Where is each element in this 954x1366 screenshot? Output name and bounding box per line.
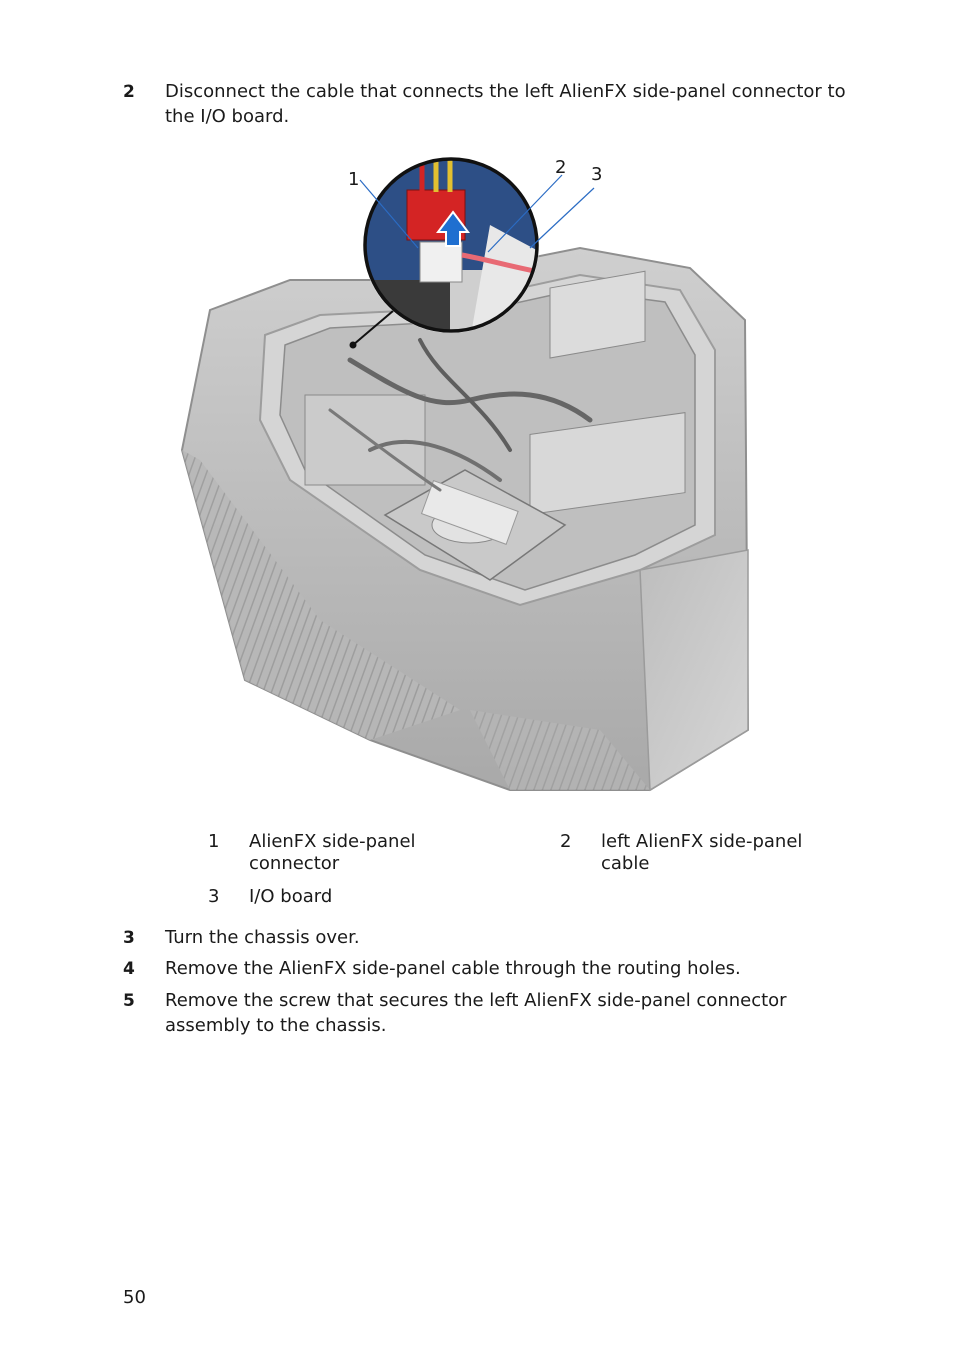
step-text: Remove the AlienFX side-panel cable through the routing holes. <box>165 958 741 979</box>
step-text: Turn the chassis over. <box>165 927 360 948</box>
callout-number: 3 <box>208 886 220 907</box>
callout-number: 1 <box>208 831 220 852</box>
step-text: Disconnect the cable that connects the left AlienFX side-panel connector to the I/O board. <box>165 81 846 127</box>
step-number: 4 <box>123 959 135 979</box>
figure-label-1: 1 <box>348 169 360 190</box>
callout-label: left AlienFX side-panel cable <box>601 831 803 874</box>
callout-label: AlienFX side-panel connector <box>249 831 416 874</box>
figure-label-3: 3 <box>591 164 603 185</box>
callout-number: 2 <box>560 831 572 852</box>
chassis-illustration <box>170 150 780 800</box>
step-number: 3 <box>123 928 135 948</box>
step-text: Remove the screw that secures the left AlienFX side-panel connector assembly to the chassis. <box>165 990 787 1036</box>
page-number: 50 <box>123 1287 146 1308</box>
step-number: 5 <box>123 991 135 1011</box>
figure-label-2: 2 <box>555 157 567 178</box>
step-number: 2 <box>123 82 135 102</box>
callout-label: I/O board <box>249 886 333 907</box>
